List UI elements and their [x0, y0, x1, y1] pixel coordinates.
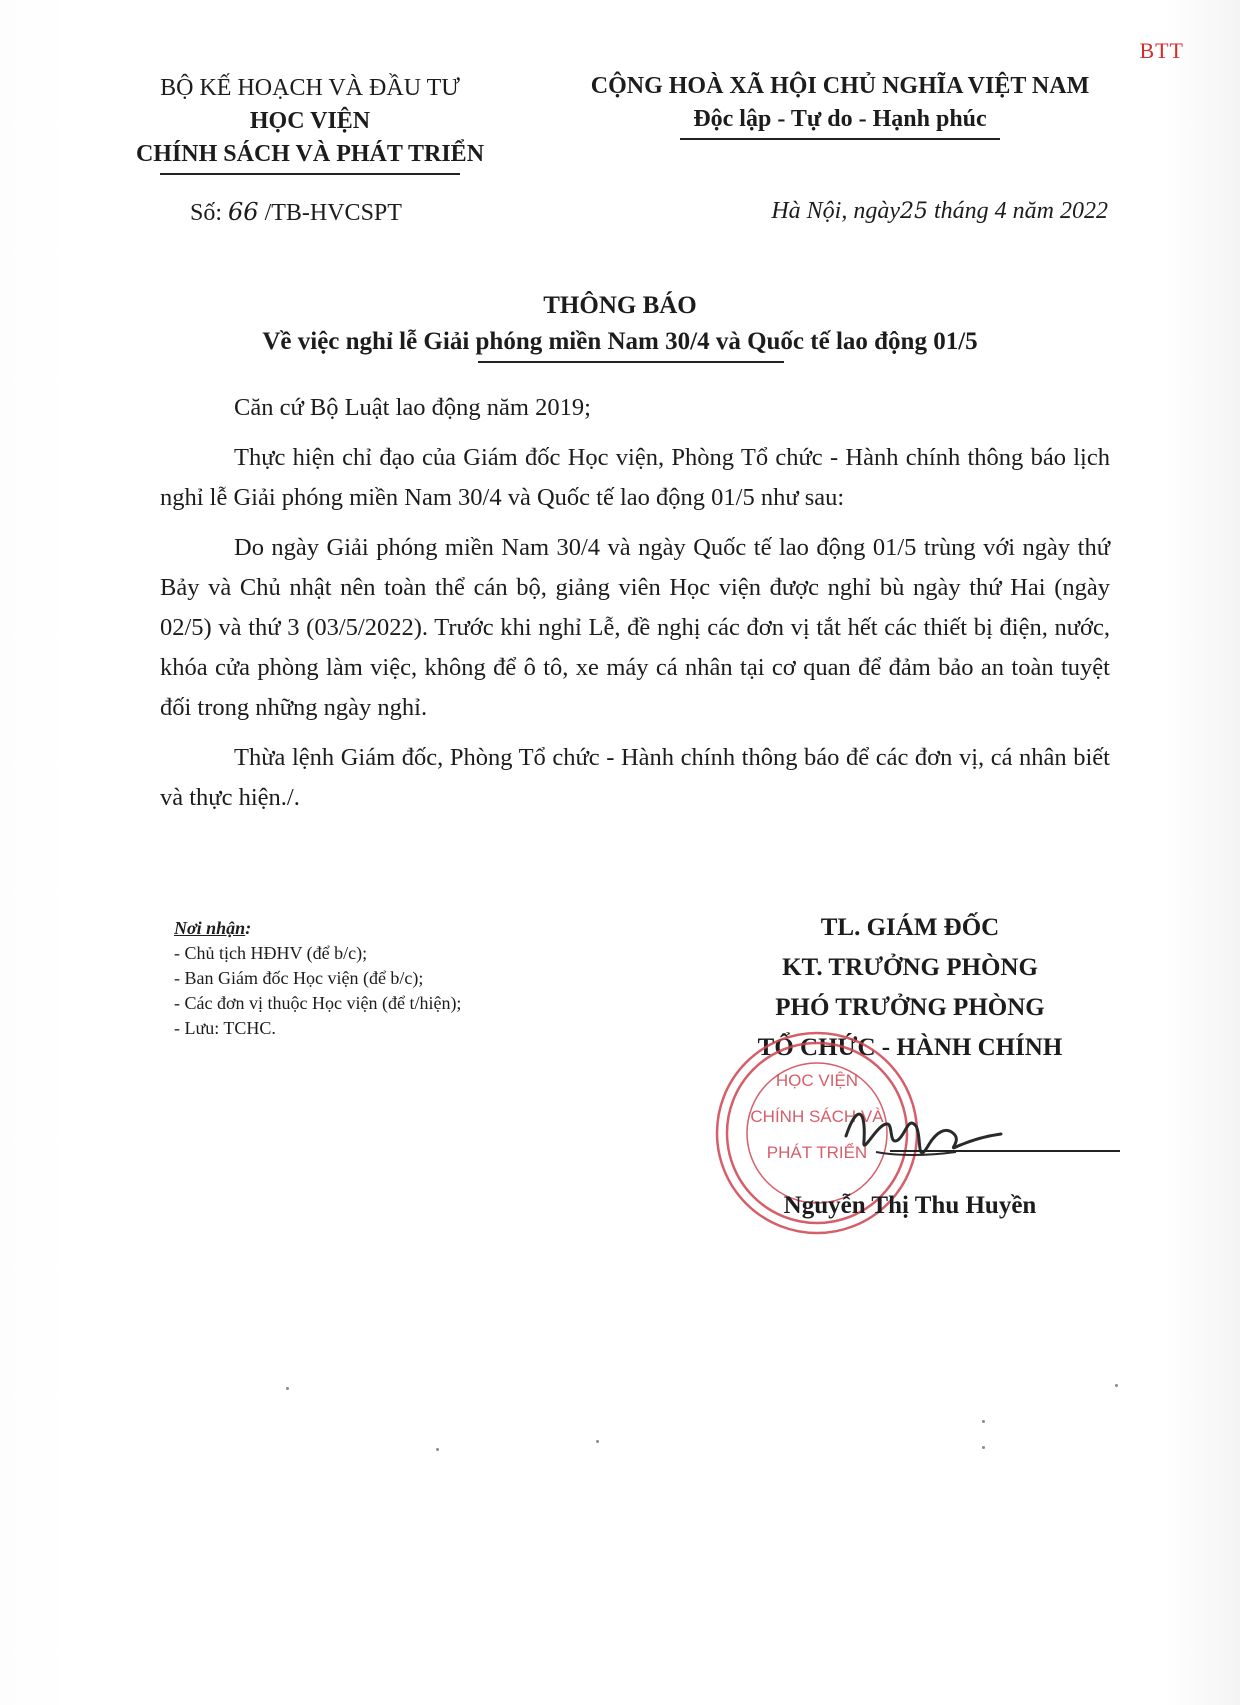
seal-line1: HỌC VIỆN [775, 1071, 859, 1090]
recipients-list: Nơi nhận: - Chủ tịch HĐHV (để b/c); - Ban Giám đốc Học viện (để b/c); - Các đơn vị thuộc Học viện (để t/hiện); - Lưu: TCHC. [174, 916, 461, 1041]
reference-number: 66 [228, 198, 259, 226]
scan-speck [436, 1448, 439, 1451]
institute-name-line2: CHÍNH SÁCH VÀ PHÁT TRIỂN [135, 141, 485, 167]
notice-title: THÔNG BÁO [543, 292, 697, 319]
signature-line3: PHÓ TRƯỞNG PHÒNG [775, 994, 1045, 1021]
scan-speck [1115, 1384, 1118, 1387]
issuer-underline [160, 173, 460, 175]
scan-speck [286, 1387, 289, 1390]
subject-underline [478, 361, 784, 363]
country-name: CỘNG HOÀ XÃ HỘI CHỦ NGHĨA VIỆT NAM [590, 73, 1090, 99]
seal-line2: CHÍNH SÁCH VÀ [750, 1107, 884, 1126]
handwritten-signature [836, 1096, 1006, 1176]
national-motto: Độc lập - Tự do - Hạnh phúc [693, 106, 987, 132]
scan-speck [982, 1446, 985, 1449]
date-prefix: Hà Nội, ngày [771, 198, 900, 224]
scan-speck [982, 1420, 985, 1423]
body-paragraph: Do ngày Giải phóng miền Nam 30/4 và ngày Quốc tế lao động 01/5 trùng với ngày thứ Bảy và Chủ nhật nên toàn thể cán bộ, giảng viên Học viện được nghỉ bù ngày thứ Hai (ngày 02/5) và thứ 3 (03/5/2022). Trước khi nghỉ Lễ, đề nghị các đơn vị tắt hết các thiết bị điện, nước, khóa cửa phòng làm việc, không để ô tô, xe máy cá nhân tại cơ quan để đảm bảo an toàn tuyệt đối trong những ngày nghỉ. [160, 534, 1110, 721]
recipients-title: Nơi nhận [174, 918, 246, 938]
body-paragraph: Thực hiện chỉ đạo của Giám đốc Học viện, Phòng Tổ chức - Hành chính thông báo lịch nghỉ lễ Giải phóng miền Nam 30/4 và Quốc tế lao động 01/5 như sau: [160, 444, 1110, 511]
document-reference [190, 198, 402, 227]
recipient-item: - Chủ tịch HĐHV (để b/c); [174, 943, 368, 963]
recipient-item: - Ban Giám đốc Học viện (để b/c); [174, 968, 424, 988]
date-rest: tháng 4 năm 2022 [934, 198, 1108, 224]
body-paragraph: Căn cứ Bộ Luật lao động năm 2019; [234, 394, 591, 421]
scan-speck [596, 1440, 599, 1443]
notice-title-block [0, 288, 1240, 360]
signature-line2: KT. TRƯỞNG PHÒNG [782, 954, 1038, 981]
recipient-item: - Các đơn vị thuộc Học viện (để t/hiện); [174, 993, 462, 1013]
corner-mark: BTT [1139, 38, 1184, 63]
reference-prefix: Số: [190, 200, 223, 226]
body-paragraph: Thừa lệnh Giám đốc, Phòng Tổ chức - Hành chính thông báo để các đơn vị, cá nhân biết và thực hiện./. [160, 744, 1110, 811]
notice-body [160, 388, 1110, 828]
seal-line3: PHÁT TRIỂN [766, 1143, 868, 1162]
signature-underline [890, 1150, 1120, 1152]
signature-line1: TL. GIÁM ĐỐC [820, 914, 1000, 941]
signer-name: Nguyễn Thị Thu Huyền [783, 1192, 1037, 1219]
national-header [560, 70, 1120, 140]
signature-line4: TỔ CHỨC - HÀNH CHÍNH [757, 1034, 1063, 1061]
recipient-item: - Lưu: TCHC. [174, 1018, 276, 1038]
reference-code: /TB-HVCSPT [264, 200, 402, 226]
document-date [771, 198, 1108, 225]
date-day: 25 [900, 199, 928, 224]
motto-underline [680, 138, 1000, 140]
institute-name-line1: HỌC VIỆN [249, 108, 371, 134]
issuer-header [100, 72, 520, 175]
notice-subject: Về việc nghỉ lễ Giải phóng miền Nam 30/4 và Quốc tế lao động 01/5 [262, 328, 978, 355]
ministry-name: BỘ KẾ HOẠCH VÀ ĐẦU TƯ [160, 75, 460, 101]
